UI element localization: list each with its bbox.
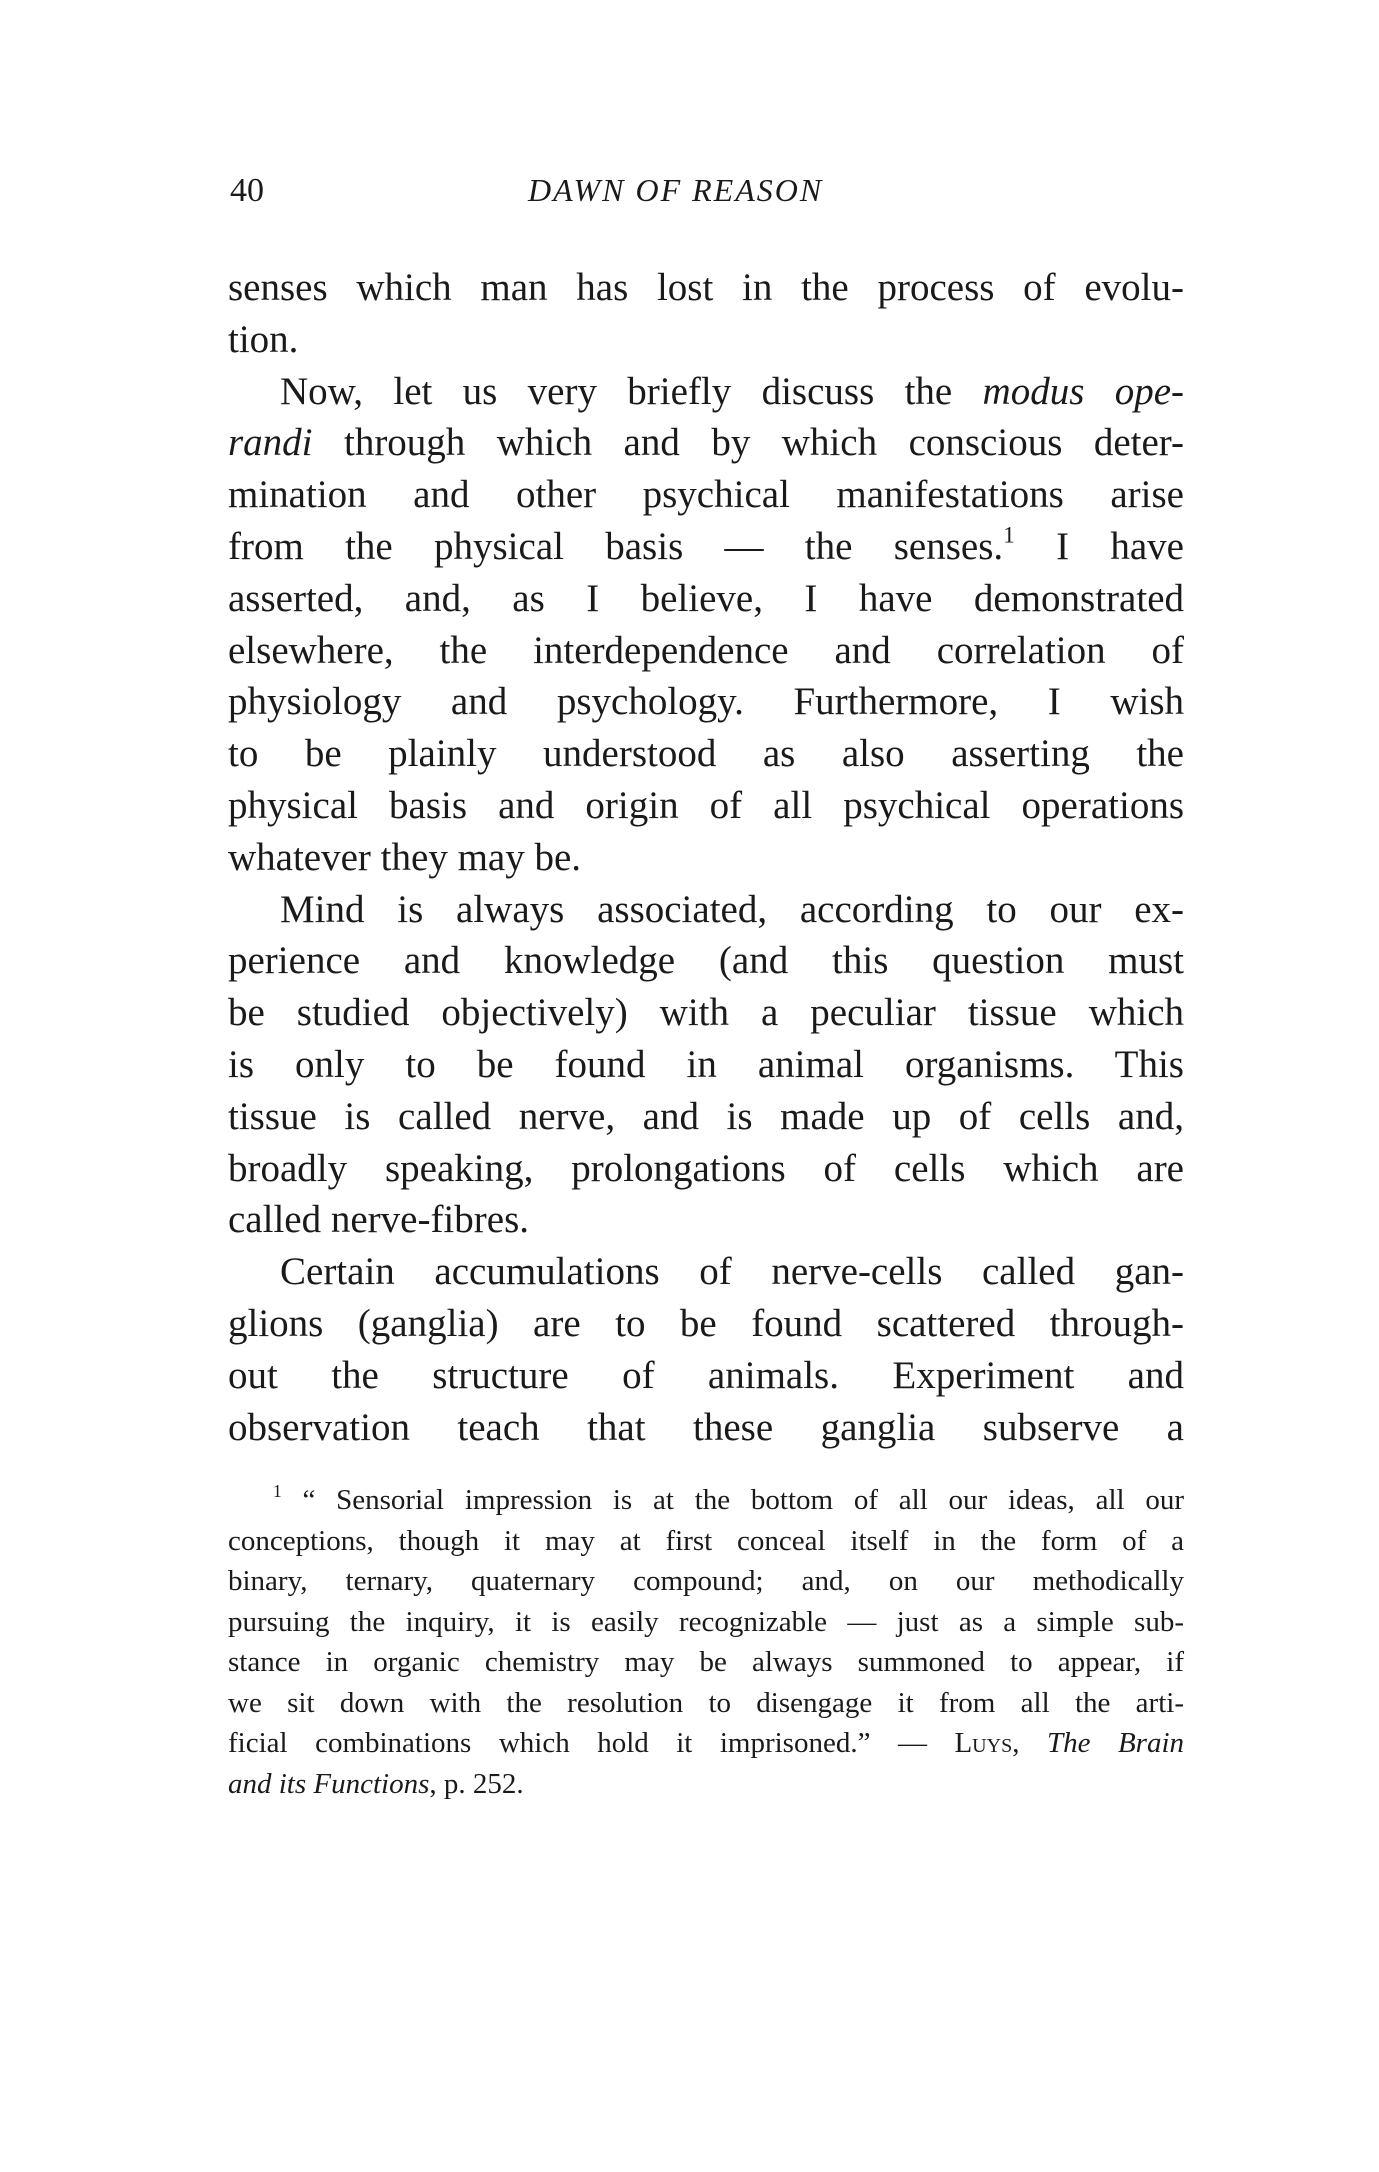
footnote-marker: 1 [1003, 522, 1015, 549]
text-line: broadly speaking, prolongations of cells which are [228, 1146, 1184, 1190]
text-span: ficial combinations which hold it imprisoned.” — [228, 1727, 955, 1759]
text-span: I have [1014, 524, 1184, 568]
text-line: called nerve-fibres. [228, 1198, 529, 1242]
text-line: is only to be found in animal organisms. This [228, 1042, 1184, 1086]
text-line: tion. [228, 317, 299, 361]
footnote-line: stance in organic chemistry may be always summoned to appear, if [228, 1646, 1184, 1678]
text-line: tissue is called nerve, and is made up of cells and, [228, 1094, 1184, 1138]
text-line: observation teach that these ganglia subserve a [228, 1405, 1184, 1449]
footnote-line: binary, ternary, quaternary compound; and, on our methodically [228, 1565, 1184, 1597]
author-name: Luys [954, 1727, 1013, 1759]
footnote-line [228, 1480, 1184, 1521]
footnote [228, 1480, 1184, 1804]
footnote-line: we sit down with the resolution to disengage it from all the arti- [228, 1686, 1184, 1719]
text-line: whatever they may be. [228, 835, 582, 879]
footnote-line: conceptions, though it may at first conceal itself in the form of a [228, 1524, 1184, 1557]
text-line: physical basis and origin of all psychical operations [228, 783, 1184, 827]
text-line: Mind is always associated, according to our ex- [280, 887, 1184, 931]
text-line: Certain accumulations of nerve-cells called gan- [280, 1250, 1184, 1294]
book-title-header: DAWN OF REASON [528, 172, 824, 208]
running-head [228, 172, 1184, 212]
footnote-line [228, 1764, 1184, 1805]
footnote-line [228, 1723, 1184, 1764]
book-title: and its Functions [228, 1767, 430, 1800]
footnote-number: 1 [273, 1480, 282, 1501]
text-line: glions (ganglia) are to be found scattered through- [228, 1301, 1184, 1345]
text-line: asserted, and, as I believe, I have demonstrated [228, 576, 1184, 620]
text-line: senses which man has lost in the process of evolu- [228, 266, 1184, 309]
text-span: , [1012, 1727, 1047, 1759]
text-span: through which and by which conscious deter- [312, 421, 1184, 465]
text-span: from the physical basis — the senses. [228, 524, 1004, 568]
text-line: out the structure of animals. Experiment and [228, 1353, 1184, 1397]
text-line: physiology and psychology. Furthermore, I wish [228, 680, 1184, 724]
text-line: perience and knowledge (and this question must [228, 939, 1184, 983]
body-text [228, 262, 1184, 1453]
italic-phrase: modus ope- [982, 369, 1185, 413]
text-line: be studied objectively) with a peculiar tissue which [228, 991, 1184, 1035]
page-number: 40 [230, 172, 264, 209]
italic-phrase: randi [228, 421, 313, 465]
text-line: elsewhere, the interdependence and correlation of [228, 628, 1184, 672]
footnote-line: pursuing the inquiry, it is easily recognizable — just as a simple sub- [228, 1605, 1184, 1638]
text-span: Now, let us very briefly discuss the [280, 369, 983, 413]
text-span: “ Sensorial impression is at the bottom of all our ideas, all our [302, 1484, 1184, 1516]
text-span: , p. 252. [429, 1767, 524, 1800]
book-title: The Brain [1046, 1727, 1185, 1759]
text-line [228, 521, 1184, 573]
text-line: mination and other psychical manifestations arise [228, 473, 1184, 517]
text-line: to be plainly understood as also asserting the [228, 732, 1184, 776]
text-line [228, 417, 1184, 469]
text-line [228, 366, 1184, 418]
